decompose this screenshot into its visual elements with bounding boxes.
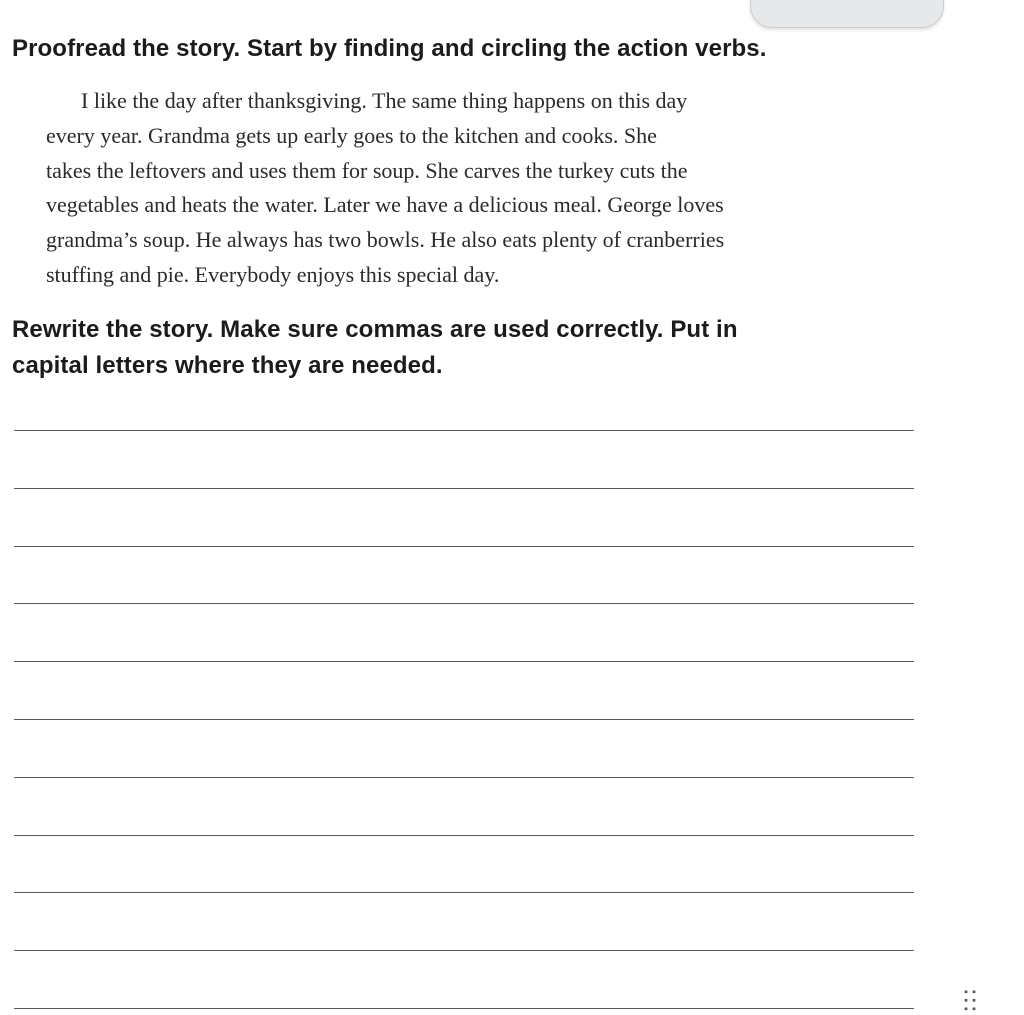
- answer-writing-line[interactable]: [14, 603, 914, 604]
- answer-writing-line[interactable]: [14, 430, 914, 431]
- story-line: I like the day after thanksgiving. The same thing happens on this day: [81, 88, 688, 113]
- answer-writing-line[interactable]: [14, 1008, 914, 1009]
- proofread-instruction: Proofread the story. Start by finding and circling the action verbs.: [12, 35, 767, 62]
- answer-writing-line[interactable]: [14, 661, 914, 662]
- story-line: every year. Grandma gets up early goes to the kitchen and cooks. She: [46, 122, 657, 148]
- answer-writing-line[interactable]: [14, 488, 914, 489]
- story-line: vegetables and heats the water. Later we have a delicious meal. George loves: [46, 192, 724, 218]
- answer-writing-line[interactable]: [14, 835, 914, 836]
- answer-writing-line[interactable]: [14, 950, 914, 951]
- story-line: stuffing and pie. Everybody enjoys this special day.: [46, 261, 500, 287]
- story-line: grandma’s soup. He always has two bowls. He also eats plenty of cranberries: [46, 227, 725, 253]
- answer-writing-line[interactable]: [14, 546, 914, 547]
- page-code-mark: ▪▪▪ ▪▪▪: [962, 987, 978, 1013]
- answer-writing-line[interactable]: [14, 777, 914, 778]
- story-line: takes the leftovers and uses them for soup. She carves the turkey cuts the: [46, 157, 688, 183]
- rewrite-instruction-line-1: Rewrite the story. Make sure commas are used correctly. Put in: [12, 316, 738, 343]
- answer-writing-area[interactable]: [14, 0, 914, 1015]
- rewrite-instruction-line-2: capital letters where they are needed.: [12, 352, 443, 379]
- answer-writing-line[interactable]: [14, 719, 914, 720]
- answer-writing-line[interactable]: [14, 892, 914, 893]
